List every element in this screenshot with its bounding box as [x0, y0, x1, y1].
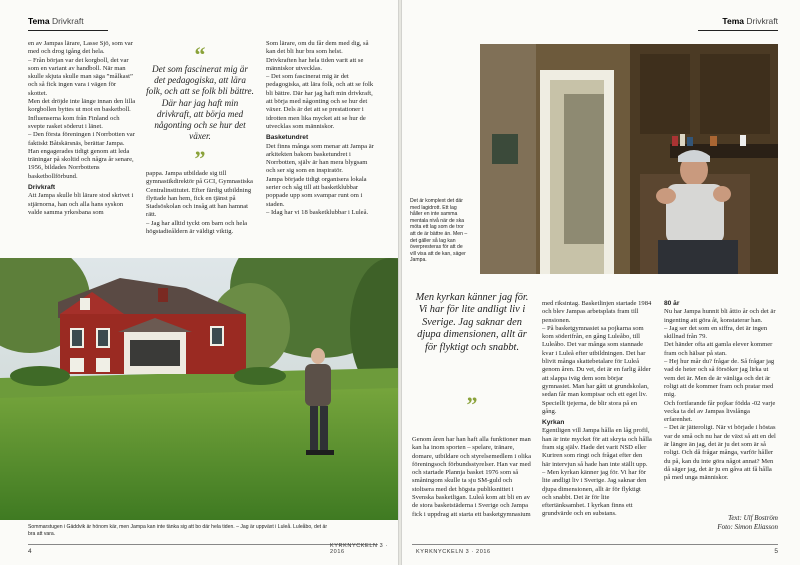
paragraph: Men det dröjde inte länge innan den lilla korgbollen byttes ut mot en basketboll. Influenserna kom från Finland och svepte rasket söderut i länet. — [28, 98, 136, 130]
section-header — [722, 16, 778, 30]
paragraph: – Idag har vi 18 basketklubbar i Luleå. — [266, 208, 369, 216]
paragraph: Egentligen vill Jampa hålla en låg profil, han är inte mycket för att skryta och hålla fram sig själv. Hade det varit NSD eller Kuriren som ringt och frågat efter den här intervjun så hade han inte ställt upp. — [542, 427, 652, 468]
header-topic: Drivkraft — [746, 16, 778, 26]
interior-photo — [480, 44, 778, 274]
paragraph: Jampa började tidigt organisera lokala serier och såg till att basketklubbar poppade upp som svampar runt om i staden. — [266, 175, 367, 208]
paragraph: Drivkraften har hela tiden varit att se människor utvecklas. — [266, 56, 364, 72]
footer-rule — [28, 544, 378, 545]
photo-caption: Sommarstugen i Gäddvik är hönom kär, men Jampa kan inte tänka sig att bo där hela tiden. – Jag är uppväxt i Luleå. Luleåbo, det är bra att vara. — [28, 524, 328, 537]
footer-magazine: KYRKNYCKELN 3 · 2016 — [416, 549, 491, 555]
interior-photo-illustration — [480, 44, 778, 274]
paragraph: – Jag ser det som en siffra, det är ingen skillnad från 79. — [664, 324, 768, 341]
paragraph: Nu har Jampa hunnit bli åttio år och det är ingenting att göra åt, konstaterar han. — [664, 308, 776, 324]
paragraph: Det händer ofta att gamla elever kommer fram och hälsar på stan. — [664, 341, 773, 357]
paragraph: en av Jampas lärare, Lasse Sjö, som var med och drog igång det hela. — [28, 40, 133, 56]
right-column-1 — [412, 436, 534, 548]
footer-rule — [412, 544, 778, 545]
paragraph: Och fortfarande får pojkar födda -02 varje vecka ta del av Jampas livslånga erfarenhet. — [664, 399, 776, 424]
header-rule — [698, 30, 778, 31]
credit-text: Text: Ulf Boström — [728, 514, 778, 522]
house-photo-illustration — [0, 258, 398, 520]
paragraph: – Men kyrkan känner jag för. Vi har för lite andligt liv i Sverige. Jag saknar den djupa dimensionen, allt är för flyktigt och snabbt. Det är för lite eftertänksamhet. I kyrkan finns ett grundvärde och en substans. — [542, 468, 647, 518]
header-rule — [28, 30, 108, 31]
house-photo — [0, 258, 398, 520]
left-column-3 — [266, 40, 376, 260]
section-header — [28, 16, 84, 30]
paragraph: med riksintag. Basketlinjen startade 1984 och blev Jampas arbetsplats fram till pensionen. — [542, 300, 652, 324]
right-column-2 — [542, 300, 652, 548]
left-page — [0, 0, 398, 565]
left-column-2 — [146, 170, 254, 258]
credits — [664, 514, 778, 531]
subheading-kyrkan: Kyrkan — [542, 419, 565, 427]
paragraph: – Den första föreningen i Norrbotten var faktiskt Båtskärsnäs, berättar Jampa. — [28, 131, 135, 147]
page-number: 4 — [28, 548, 32, 555]
page-number: 5 — [774, 548, 778, 555]
subheading-80-ar: 80 år — [664, 300, 680, 307]
paragraph: Genom åren har han haft alla funktioner man kan ha inom sporten – spelare, tränare, domare, utbildare och styrelsemedlem i olika föreningsoch förbundsstyrelser. Han var med och startade Plannja basket 1976 som så småningom skulle ta sju SM-guld och stoltsera med det högsta publiksnittet i Svenska basketligan. Luleå kom att bli en av de stora basketstäderna i Sverige och Jampa fick i uppdrag att starta ett basketgymnasium — [412, 436, 532, 518]
right-column-3 — [664, 300, 778, 512]
paragraph: – Det som fascinerat mig är det pedagogiska, att lära folk, och att se folk bli bättre. Där har jag haft min drivkraft, att börja med någonting och se hur det växer. Dels är det att se prestationer i idrotten men lika mycket att se hur de utvecklas som människor. — [266, 73, 374, 130]
quote-mark-close: ” — [194, 146, 206, 171]
paragraph: – Det är jätteroligt. När vi började i höstas var de små och nu har de växt så att en del är längre än jag, det är ju det som är så roligt. Och då frågar många, varför håller du på, kan du inte göra något annat? Men då säger jag, det är ju en gåva att få hålla på med unga människor. — [664, 424, 776, 482]
paragraph: – Hej hur mår du? frågar de. Så frågar jag vad de heter och så försöker jag lirka ut vem det är. Men de är vänliga och det är roligt att de kommer fram och pratar med mig. — [664, 358, 775, 399]
paragraph: Att Jampa skulle bli lärare stod skrivet i stjärnorna, han och alla hans syskon valde samma yrkesbana som — [28, 192, 134, 216]
credit-photo: Foto: Simon Eliasson — [717, 522, 778, 531]
header-tema: Tema — [28, 16, 50, 26]
left-column-1 — [28, 40, 136, 260]
subheading-basketundret: Basketundret — [266, 134, 309, 142]
pull-quote: Det som fascinerat mig är det pedagogiska, att lära folk, och att se folk bli bättre. Där har jag haft min drivkraft, att börja med någonting och se hur det växer. — [146, 64, 254, 142]
paragraph: Som lärare, om du får dem med dig, så kan det bli hur bra som helst. — [266, 40, 369, 56]
footer-magazine: KYRKNYCKELN 3 · 2016 — [330, 543, 388, 555]
paragraph: – Från början var det korgboll, det var som en variant av handboll. När man skulle skjuta skulle man säga ”målkast” och så fick ingen vara i vägen för skottet. — [28, 56, 133, 97]
header-topic: Drivkraft — [51, 16, 84, 26]
paragraph: – På basketgymnasiet sa pojkarna som kom söderifrån, en gång Luleåbo, till Luleåbo. Det var många som stannade kvar i Luleå efter utbildningen. Det har blivit många skattebetalare för Luleå genom åren. Du vet, det är en farlig ålder att slappa iväg dem som börjar gymnasiet. Man har gått ut grundskolan, sedan får man kompisar och ett eget liv. Speciellt tjejerna, de blir stora på en gång. — [542, 324, 651, 415]
paragraph: pappa. Jampa utbildade sig till gymnastikdirektör på GCI, Gymnastiska Centralinstitutet. Efter färdig utbildning flyttade han hem, fick en tjänst på Stadsöskolan och insåg att han hamnat rätt. — [146, 170, 253, 219]
paragraph: Han engagerades tidigt genom att leda träningar på skoltid och några år senare, 1956, bildades Norrbottens basketbollförbund. — [28, 147, 134, 180]
quote-mark-close: ” — [466, 392, 478, 417]
paragraph: – Jag har alltid tyckt om barn och hela högstadieåldern är väldigt viktig. — [146, 219, 248, 236]
paragraph: Det finns många som menar att Jampa är arkitekten bakom basketundret i Norrbotten, själv är han mera blygsam och ser sig som en inspiratör. — [266, 142, 374, 175]
quote-mark-open: “ — [194, 42, 206, 67]
header-tema: Tema — [722, 16, 744, 26]
subheading-drivkraft: Drivkraft — [28, 184, 56, 192]
side-caption: Det är komplext det där med lagidrott. Ett lag håller en inte samma mentala nivå när de ska möta ett lag som de tror att de är bättre än. Men – det gäller så lag kan överpresteras för att de vill visa att de kan, säger Jampa. — [410, 198, 468, 264]
right-page — [402, 0, 800, 565]
pull-quote: Men kyrkan känner jag för. Vi har för lite andligt liv i Sverige. Jag saknar den djupa dimensionen, allt är för flyktigt och snabbt. — [415, 292, 529, 353]
